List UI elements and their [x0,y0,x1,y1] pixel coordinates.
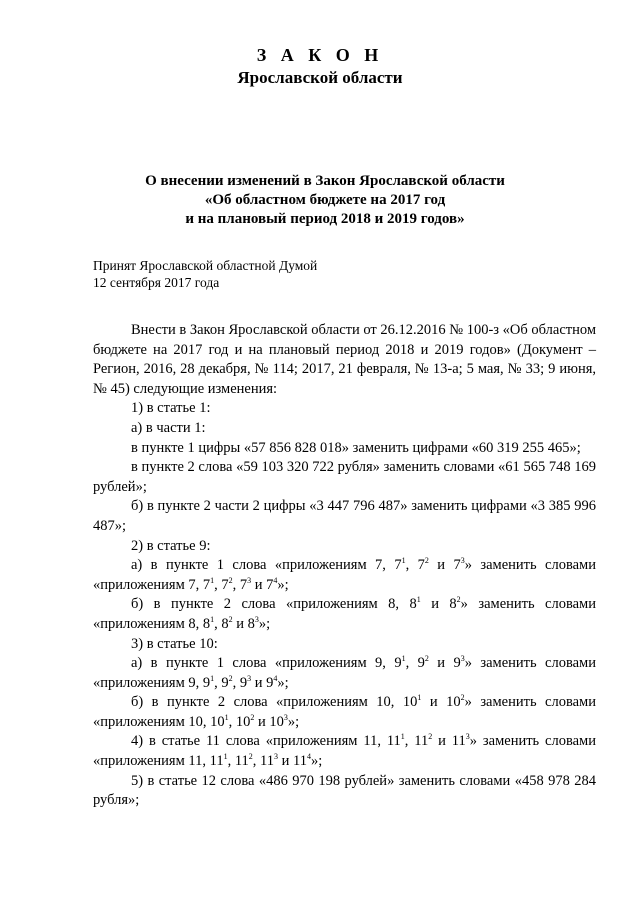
subject-line: О внесении изменений в Закон Ярославской области [145,173,505,189]
item-5: 5) в статье 12 слова «486 970 198 рублей» заменить словами «458 978 284 рубля»; [93,772,596,809]
subject-line: «Об областном бюджете на 2017 год [204,192,446,208]
document-region-heading: Ярославской области [237,68,403,87]
item-1a: а) в части 1: [131,419,206,436]
item-3: 3) в статье 10: [131,635,218,652]
item-1a-point-2: в пункте 2 слова «59 103 320 722 рубля» заменить словами «61 565 748 169 рублей»; [93,459,596,495]
item-1b: б) в пункте 2 части 2 цифры «3 447 796 487» заменить цифрами «3 385 996 487»; [93,498,596,534]
adoption-body: Принят Ярославской областной Думой [93,258,318,273]
document-body [93,321,596,811]
item-1: 1) в статье 1: [131,400,211,417]
item-3a: а) в пункте 1 слова «приложениям 9, $9^1$, $9^2$ и $9^3$» заменить словами «приложениям 9, $9^1$, $9^2$, $9^3$ и $9^4$»; [93,654,596,691]
adoption-date: 12 сентября 2017 года [93,275,220,290]
adoption-note [93,257,317,291]
item-3b: б) в пункте 2 слова «приложениям 10, $10^1$ и $10^2$» заменить словами «приложениям 10, $10^1$, $10^2$ и $10^3$»; [93,693,596,730]
subject-line: и на плановый период 2018 и 2019 годов» [185,211,465,227]
item-2a: а) в пункте 1 слова «приложениям 7, $7^1$, $7^2$ и $7^3$» заменить словами «приложениям 7, $7^1$, $7^2$, $7^3$ и $7^4$»; [93,556,596,593]
item-2b: б) в пункте 2 слова «приложениям 8, $8^1$ и $8^2$» заменить словами «приложениям 8, $8^1$, $8^2$ и $8^3$»; [93,595,596,632]
document-type-heading: З А К О Н [256,45,384,65]
intro-paragraph: Внести в Закон Ярославской области от 26.12.2016 № 100-з «Об областном бюджете на 2017 год и на плановый период 2018 и 2019 годов» (Документ – Регион, 2016, 28 декабря, № 114; 2017, 21 февраля, № 13-а; 5 мая, № 33; 9 июня, № 45) следующие изменения: [93,322,597,397]
item-2: 2) в статье 9: [131,537,211,554]
item-4: 4) в статье 11 слова «приложениям 11, $11^1$, $11^2$ и $11^3$» заменить словами «приложениям 11, $11^1$, $11^2$, $11^3$ и $11^4$»; [93,732,596,770]
item-1a-point-1: в пункте 1 цифры «57 856 828 018» заменить цифрами «60 319 255 465»; [131,439,581,456]
law-subject-title [80,172,570,229]
